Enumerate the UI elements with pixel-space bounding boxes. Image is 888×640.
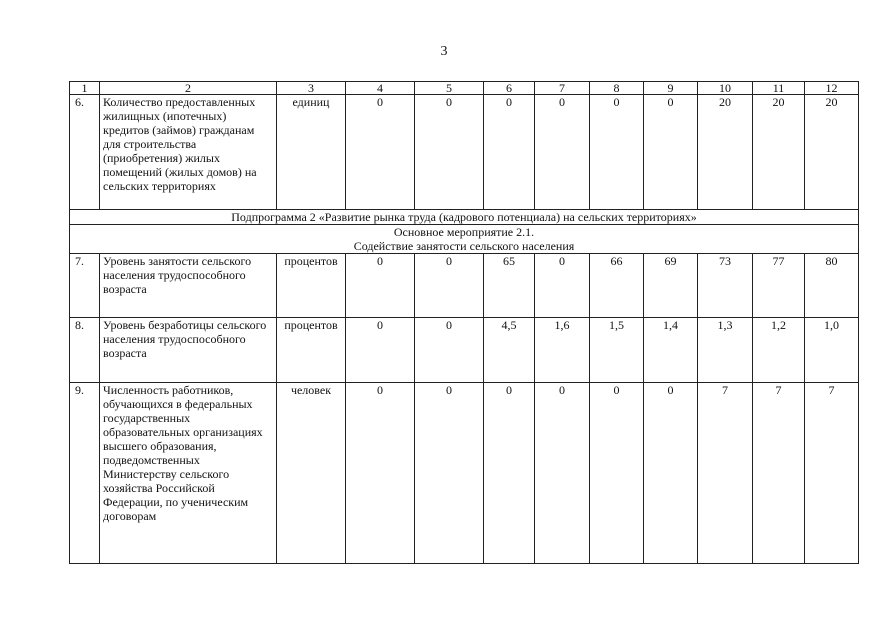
value-cell: 69	[644, 254, 698, 318]
value-cell: 0	[415, 318, 484, 383]
value-cell: 0	[484, 95, 535, 210]
column-header: 4	[346, 82, 415, 95]
column-header: 10	[698, 82, 753, 95]
value-cell: 0	[590, 95, 644, 210]
value-cell: 0	[346, 95, 415, 210]
indicator-name: Численность работников, обучающихся в федеральных государственных образовательных организациях высшего образования, подведомственных Министерству сельского хозяйства Российской Федерации, по ученическим договорам	[100, 383, 277, 564]
column-header: 7	[535, 82, 590, 95]
indicators-table	[69, 81, 859, 564]
value-cell: 20	[698, 95, 753, 210]
subprogram-row	[70, 210, 859, 225]
column-header: 11	[753, 82, 805, 95]
value-cell: 1,6	[535, 318, 590, 383]
unit-cell: человек	[277, 383, 346, 564]
value-cell: 0	[535, 383, 590, 564]
value-cell: 0	[346, 318, 415, 383]
value-cell: 66	[590, 254, 644, 318]
value-cell: 1,5	[590, 318, 644, 383]
value-cell: 73	[698, 254, 753, 318]
value-cell: 77	[753, 254, 805, 318]
column-header: 2	[100, 82, 277, 95]
value-cell: 0	[415, 95, 484, 210]
main-activity-row	[70, 225, 859, 254]
value-cell: 7	[698, 383, 753, 564]
value-cell: 0	[415, 383, 484, 564]
main-activity-line1: Основное мероприятие 2.1.	[393, 225, 535, 240]
value-cell: 0	[644, 95, 698, 210]
value-cell: 1,3	[698, 318, 753, 383]
value-cell: 65	[484, 254, 535, 318]
page-number: 3	[440, 44, 448, 59]
value-cell: 0	[535, 254, 590, 318]
main-activity-title	[70, 225, 859, 254]
row-number: 9.	[70, 383, 100, 564]
column-header: 6	[484, 82, 535, 95]
value-cell: 7	[753, 383, 805, 564]
column-header: 12	[805, 82, 859, 95]
indicator-name: Уровень занятости сельского населения трудоспособного возраста	[100, 254, 277, 318]
table-row	[70, 254, 859, 318]
value-cell: 4,5	[484, 318, 535, 383]
table-row	[70, 318, 859, 383]
value-cell: 0	[484, 383, 535, 564]
value-cell: 1,0	[805, 318, 859, 383]
header-row	[70, 82, 859, 95]
value-cell: 0	[590, 383, 644, 564]
value-cell: 1,4	[644, 318, 698, 383]
value-cell: 7	[805, 383, 859, 564]
unit-cell: процентов	[277, 254, 346, 318]
column-header: 9	[644, 82, 698, 95]
indicator-name: Уровень безработицы сельского населения трудоспособного возраста	[100, 318, 277, 383]
value-cell: 80	[805, 254, 859, 318]
main-activity-line2: Содействие занятости сельского населения	[353, 239, 575, 254]
subprogram-title: Подпрограмма 2 «Развитие рынка труда (кадрового потенциала) на сельских территориях»	[70, 210, 859, 225]
value-cell: 20	[805, 95, 859, 210]
table-row	[70, 95, 859, 210]
column-header: 1	[70, 82, 100, 95]
value-cell: 0	[346, 254, 415, 318]
value-cell: 20	[753, 95, 805, 210]
indicator-name: Количество предоставленных жилищных (ипотечных) кредитов (займов) гражданам для строительства (приобретения) жилых помещений (жилых домов) на сельских территориях	[100, 95, 277, 210]
column-header: 3	[277, 82, 346, 95]
value-cell: 0	[346, 383, 415, 564]
row-number: 6.	[70, 95, 100, 210]
row-number: 7.	[70, 254, 100, 318]
column-header: 5	[415, 82, 484, 95]
row-number: 8.	[70, 318, 100, 383]
table-row	[70, 383, 859, 564]
column-header: 8	[590, 82, 644, 95]
value-cell: 1,2	[753, 318, 805, 383]
value-cell: 0	[535, 95, 590, 210]
value-cell: 0	[415, 254, 484, 318]
unit-cell: процентов	[277, 318, 346, 383]
unit-cell: единиц	[277, 95, 346, 210]
value-cell: 0	[644, 383, 698, 564]
